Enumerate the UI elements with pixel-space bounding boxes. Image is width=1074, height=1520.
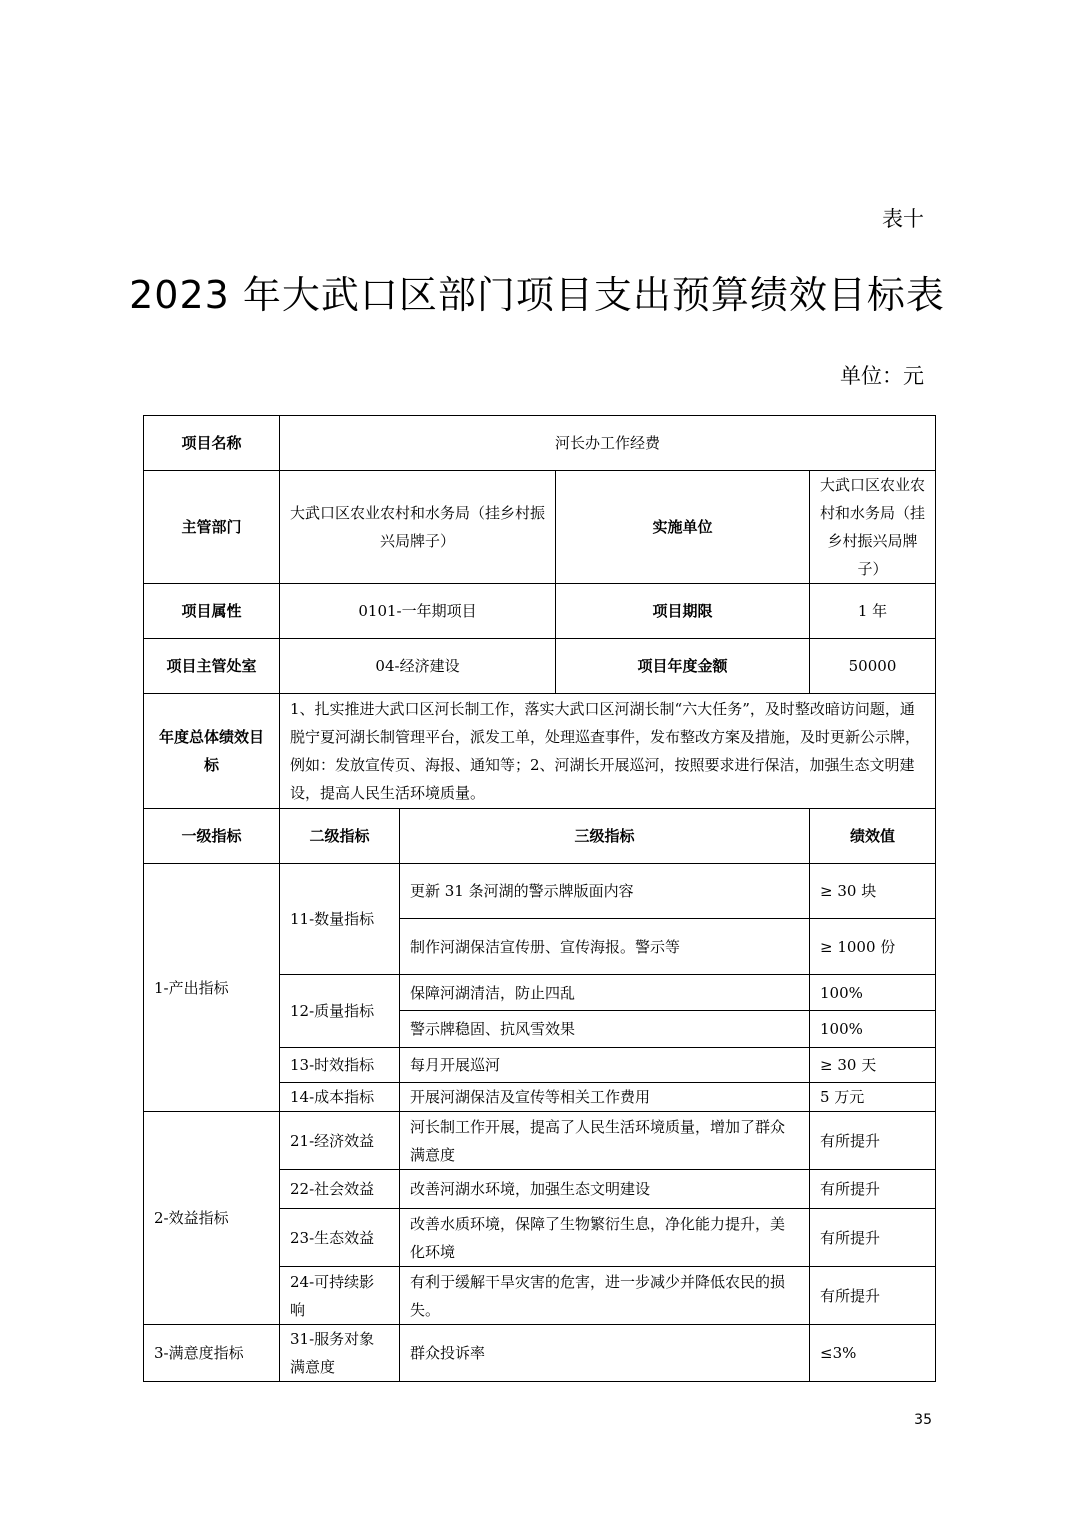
performance-value: 100% [810, 975, 936, 1011]
table-row [144, 471, 936, 584]
level3-indicator: 更新 31 条河湖的警示牌版面内容 [400, 864, 810, 919]
attr-label: 项目属性 [144, 584, 280, 639]
level2-indicator: 13-时效指标 [280, 1048, 400, 1083]
level3-indicator: 开展河湖保洁及宣传等相关工作费用 [400, 1083, 810, 1112]
level3-indicator: 保障河湖清洁，防止四乱 [400, 975, 810, 1011]
level3-indicator: 制作河湖保洁宣传册、宣传海报。警示等 [400, 919, 810, 975]
level3-indicator: 每月开展巡河 [400, 1048, 810, 1083]
performance-value: 有所提升 [810, 1112, 936, 1170]
goal-label: 年度总体绩效目标 [144, 694, 280, 809]
amount-label: 项目年度金额 [556, 639, 810, 694]
project-name-label: 项目名称 [144, 416, 280, 471]
level3-indicator: 群众投诉率 [400, 1325, 810, 1382]
table-header-row [144, 809, 936, 864]
attr-value: 0101-一年期项目 [280, 584, 556, 639]
level2-indicator: 11-数量指标 [280, 864, 400, 975]
column-header: 绩效值 [810, 809, 936, 864]
impl-label: 实施单位 [556, 471, 810, 584]
level2-indicator: 14-成本指标 [280, 1083, 400, 1112]
column-header: 三级指标 [400, 809, 810, 864]
project-name-value: 河长办工作经费 [280, 416, 936, 471]
office-value: 04-经济建设 [280, 639, 556, 694]
level3-indicator: 警示牌稳固、抗风雪效果 [400, 1011, 810, 1048]
level1-indicator: 2-效益指标 [144, 1112, 280, 1325]
level2-indicator: 23-生态效益 [280, 1209, 400, 1267]
performance-value: ≥ 1000 份 [810, 919, 936, 975]
page-number: 35 [914, 1412, 932, 1428]
performance-value: 100% [810, 1011, 936, 1048]
level2-indicator: 21-经济效益 [280, 1112, 400, 1170]
performance-value: ≤3% [810, 1325, 936, 1382]
column-header: 二级指标 [280, 809, 400, 864]
level2-indicator: 24-可持续影响 [280, 1267, 400, 1325]
performance-target-table [143, 415, 936, 1382]
period-value: 1 年 [810, 584, 936, 639]
table-row [144, 694, 936, 809]
dept-label: 主管部门 [144, 471, 280, 584]
performance-value: ≥ 30 天 [810, 1048, 936, 1083]
office-label: 项目主管处室 [144, 639, 280, 694]
table-row [144, 1325, 936, 1382]
table-row [144, 639, 936, 694]
unit-label: 单位：元 [840, 364, 924, 388]
level2-indicator: 22-社会效益 [280, 1170, 400, 1209]
performance-value: 有所提升 [810, 1209, 936, 1267]
performance-value: ≥ 30 块 [810, 864, 936, 919]
level2-indicator: 12-质量指标 [280, 975, 400, 1048]
table-number: 表十 [882, 207, 924, 231]
level1-indicator: 3-满意度指标 [144, 1325, 280, 1382]
level3-indicator: 有利于缓解干旱灾害的危害，进一步减少并降低农民的损失。 [400, 1267, 810, 1325]
dept-value: 大武口区农业农村和水务局（挂乡村振兴局牌子） [280, 471, 556, 584]
table-row [144, 416, 936, 471]
column-header: 一级指标 [144, 809, 280, 864]
table-row [144, 584, 936, 639]
page-title: 2023 年大武口区部门项目支出预算绩效目标表 [129, 273, 945, 317]
impl-value: 大武口区农业农村和水务局（挂乡村振兴局牌子） [810, 471, 936, 584]
table-row [144, 1112, 936, 1170]
level3-indicator: 改善河湖水环境，加强生态文明建设 [400, 1170, 810, 1209]
table-row [144, 864, 936, 919]
performance-value: 有所提升 [810, 1170, 936, 1209]
performance-value: 5 万元 [810, 1083, 936, 1112]
goal-text: 1、扎实推进大武口区河长制工作，落实大武口区河湖长制“六大任务”，及时整改暗访问题，通脱宁夏河湖长制管理平台，派发工单，处理巡查事件，发布整改方案及措施，及时更新公示牌，例如：发放宣传页、海报、通知等；2、河湖长开展巡河，按照要求进行保洁，加强生态文明建设，提高人民生活环境质量。 [280, 694, 936, 809]
amount-value: 50000 [810, 639, 936, 694]
performance-value: 有所提升 [810, 1267, 936, 1325]
level1-indicator: 1-产出指标 [144, 864, 280, 1112]
level3-indicator: 河长制工作开展，提高了人民生活环境质量，增加了群众满意度 [400, 1112, 810, 1170]
period-label: 项目期限 [556, 584, 810, 639]
level3-indicator: 改善水质环境，保障了生物繁衍生息，净化能力提升，美化环境 [400, 1209, 810, 1267]
level2-indicator: 31-服务对象满意度 [280, 1325, 400, 1382]
